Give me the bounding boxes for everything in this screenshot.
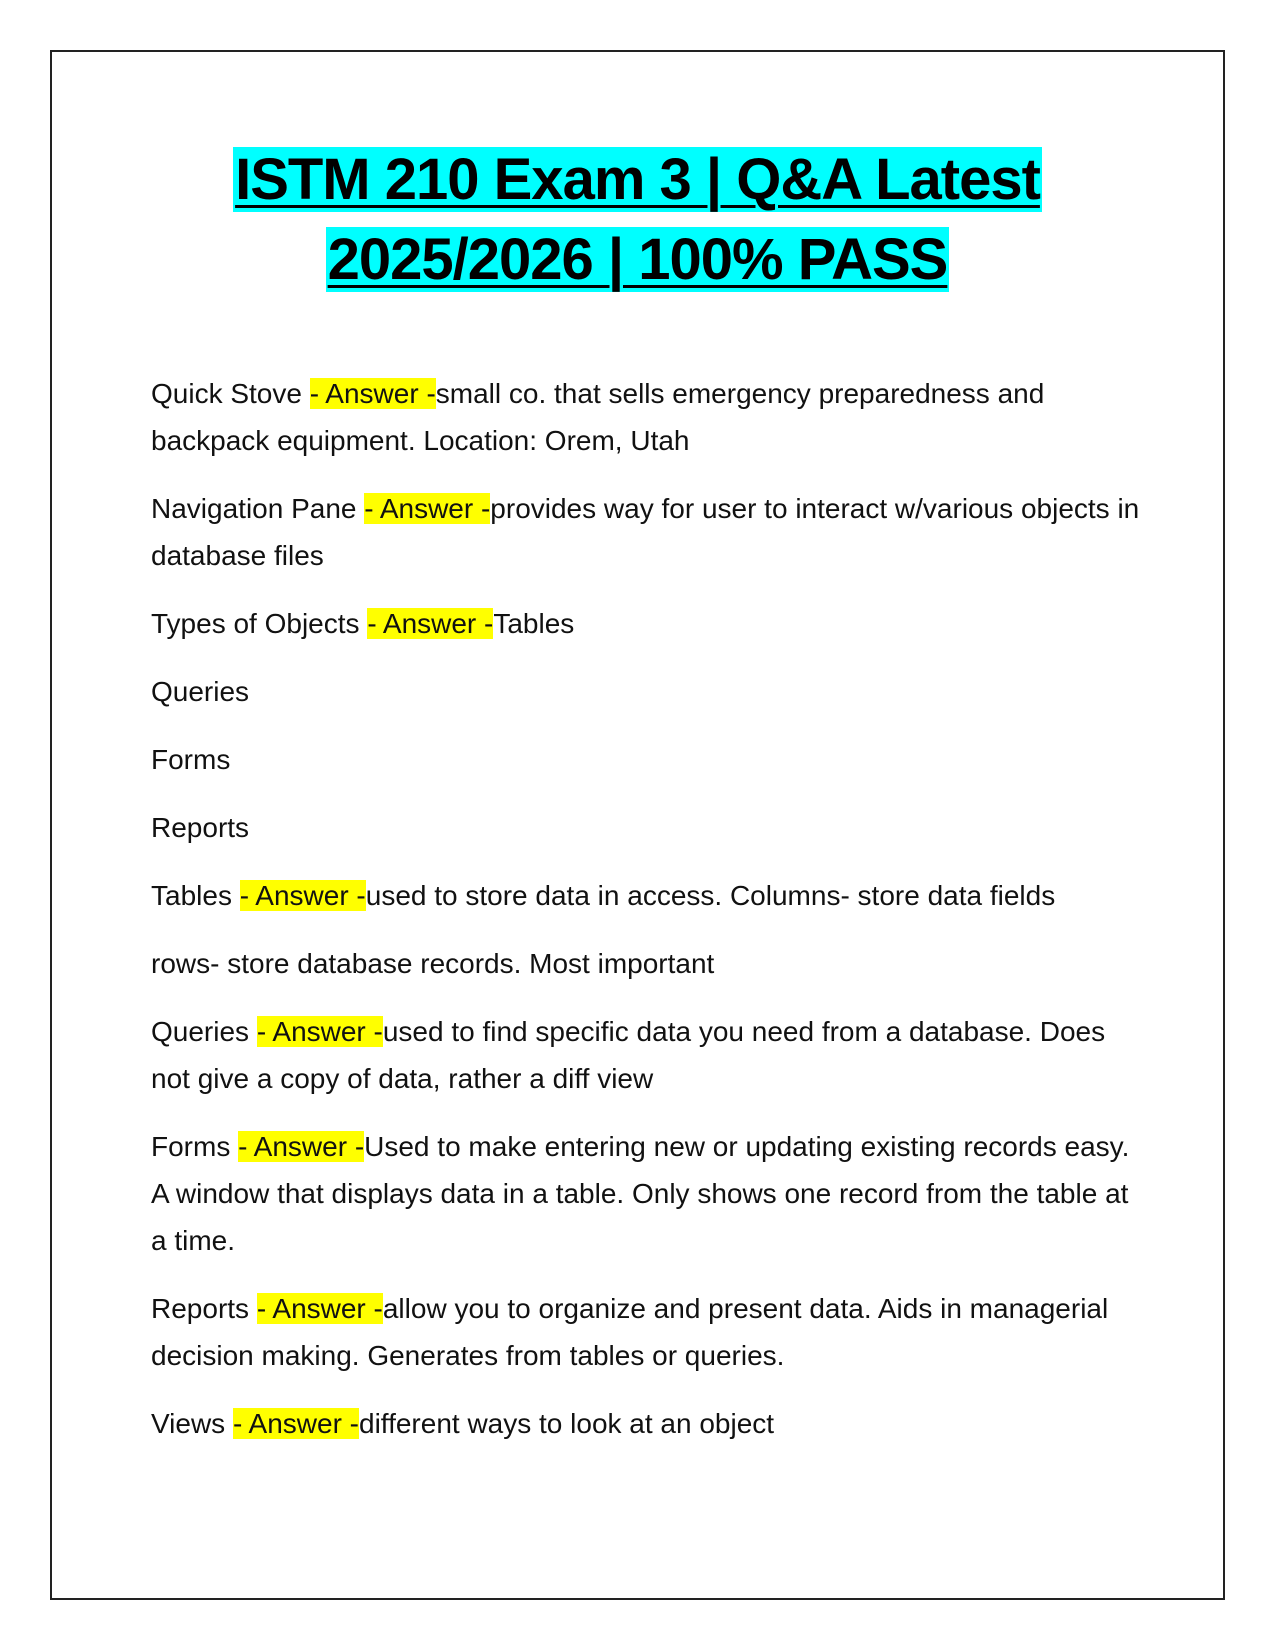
answer-marker: - Answer - xyxy=(367,608,494,639)
qa-entry xyxy=(151,370,1141,464)
list-item: Reports xyxy=(151,812,250,843)
answer-marker: - Answer - xyxy=(364,493,491,524)
title-line-2-text: 2025/2026 | 100% PASS xyxy=(327,227,948,292)
entry-term: Quick Stove xyxy=(151,378,310,409)
qa-entry xyxy=(151,872,1141,919)
answer-marker: - Answer - xyxy=(238,1131,365,1162)
qa-entry xyxy=(151,600,1141,647)
answer-marker: - Answer - xyxy=(232,1408,359,1439)
answer-marker: - Answer - xyxy=(239,880,366,911)
entry-term: Views xyxy=(151,1408,233,1439)
entry-term: Types of Objects xyxy=(151,608,368,639)
entry-term: Navigation Pane xyxy=(151,493,365,524)
title-line-2 xyxy=(52,220,1223,300)
list-item: Forms xyxy=(151,744,231,775)
entry-definition: provides way for user to interact w/various objects in database files xyxy=(151,493,1140,571)
entry-definition: Tables xyxy=(493,608,575,639)
entry-term: Tables xyxy=(151,880,240,911)
answer-marker: - Answer - xyxy=(256,1016,383,1047)
entry-term: Forms xyxy=(151,1131,239,1162)
entry-definition: used to find specific data you need from a database. Does not give a copy of data, rather a diff view xyxy=(151,1016,1106,1094)
entry-term: Queries xyxy=(151,1016,257,1047)
qa-entry xyxy=(151,1123,1141,1264)
qa-entry xyxy=(151,1285,1141,1379)
title-line-1-text: ISTM 210 Exam 3 | Q&A Latest xyxy=(235,147,1040,212)
list-item: Queries xyxy=(151,676,250,707)
title-line-1 xyxy=(52,140,1223,220)
list-item: rows- store database records. Most important xyxy=(151,948,715,979)
entry-definition: small co. that sells emergency preparedness and backpack equipment. Location: Orem, Utah xyxy=(151,378,1045,456)
entry-definition: allow you to organize and present data. Aids in managerial decision making. Generates from tables or queries. xyxy=(151,1293,1109,1371)
answer-marker: - Answer - xyxy=(256,1293,383,1324)
entry-definition: used to store data in access. Columns- store data fields xyxy=(365,880,1056,911)
qa-entry xyxy=(151,1008,1141,1102)
qa-list xyxy=(151,370,1141,1468)
entry-definition: Used to make entering new or updating existing records easy. A window that displays data in a table. Only shows one record from the table at a time. xyxy=(151,1131,1130,1256)
qa-entry xyxy=(151,485,1141,579)
qa-entry xyxy=(151,1400,1141,1447)
document-title xyxy=(52,140,1223,300)
answer-marker: - Answer - xyxy=(309,378,436,409)
entry-definition: different ways to look at an object xyxy=(359,1408,775,1439)
entry-term: Reports xyxy=(151,1293,257,1324)
